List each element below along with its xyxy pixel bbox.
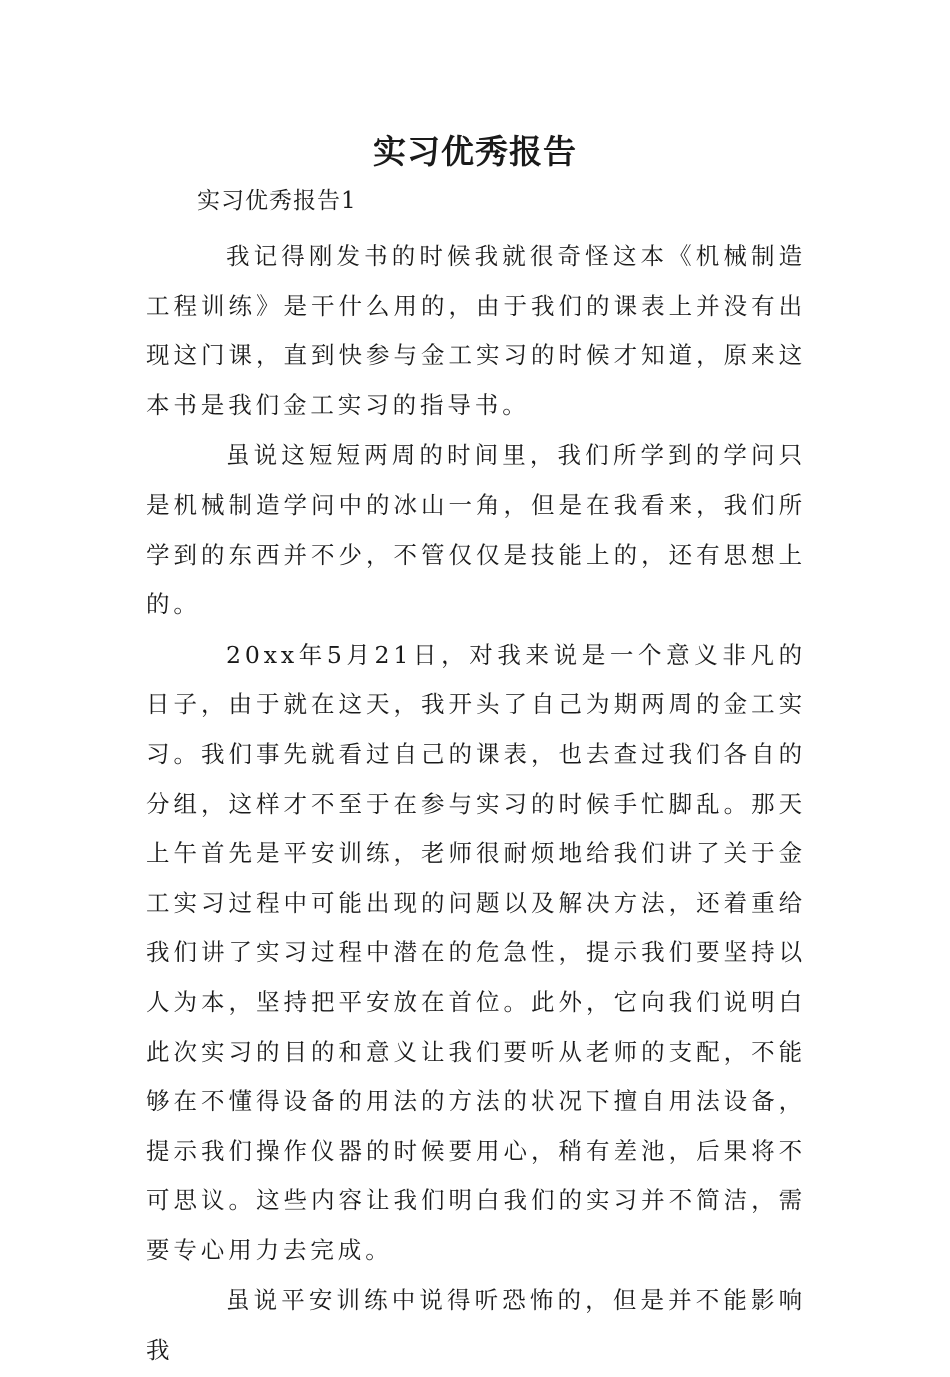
document-body bbox=[146, 232, 806, 1377]
paragraph-4: 虽说平安训练中说得听恐怖的，但是并不能影响我 bbox=[146, 1286, 806, 1365]
section-heading: 实习优秀报告1 bbox=[197, 188, 357, 214]
paragraph-1: 我记得刚发书的时候我就很奇怪这本《机械制造工程训练》是干什么用的，由于我们的课表上并没有出现这门课，直到快参与金工实习的时候才知道，原来这本书是我们金工实习的指导书。 bbox=[146, 242, 806, 419]
paragraph-3: 20xx年5月21日，对我来说是一个意义非凡的日子，由于就在这天，我开头了自己为期两周的金工实习。我们事先就看过自己的课表，也去查过我们各自的分组，这样才不至于在参与实习的时候手忙脚乱。那天上午首先是平安训练，老师很耐烦地给我们讲了关于金工实习过程中可能出现的问题以及解决方法，还着重给我们讲了实习过程中潜在的危急性，提示我们要坚持以人为本，坚持把平安放在首位。此外，它向我们说明白此次实习的目的和意义让我们要听从老师的支配，不能够在不懂得设备的用法的方法的状况下擅自用法设备，提示我们操作仪器的时候要用心，稍有差池，后果将不可思议。这些内容让我们明白我们的实习并不简洁，需要专心用力去完成。 bbox=[146, 640, 806, 1264]
document-title: 实习优秀报告 bbox=[373, 132, 577, 171]
paragraph-2: 虽说这短短两周的时间里，我们所学到的学问只是机械制造学问中的冰山一角，但是在我看来，我们所学到的东西并不少，不管仅仅是技能上的，还有思想上的。 bbox=[146, 441, 806, 619]
